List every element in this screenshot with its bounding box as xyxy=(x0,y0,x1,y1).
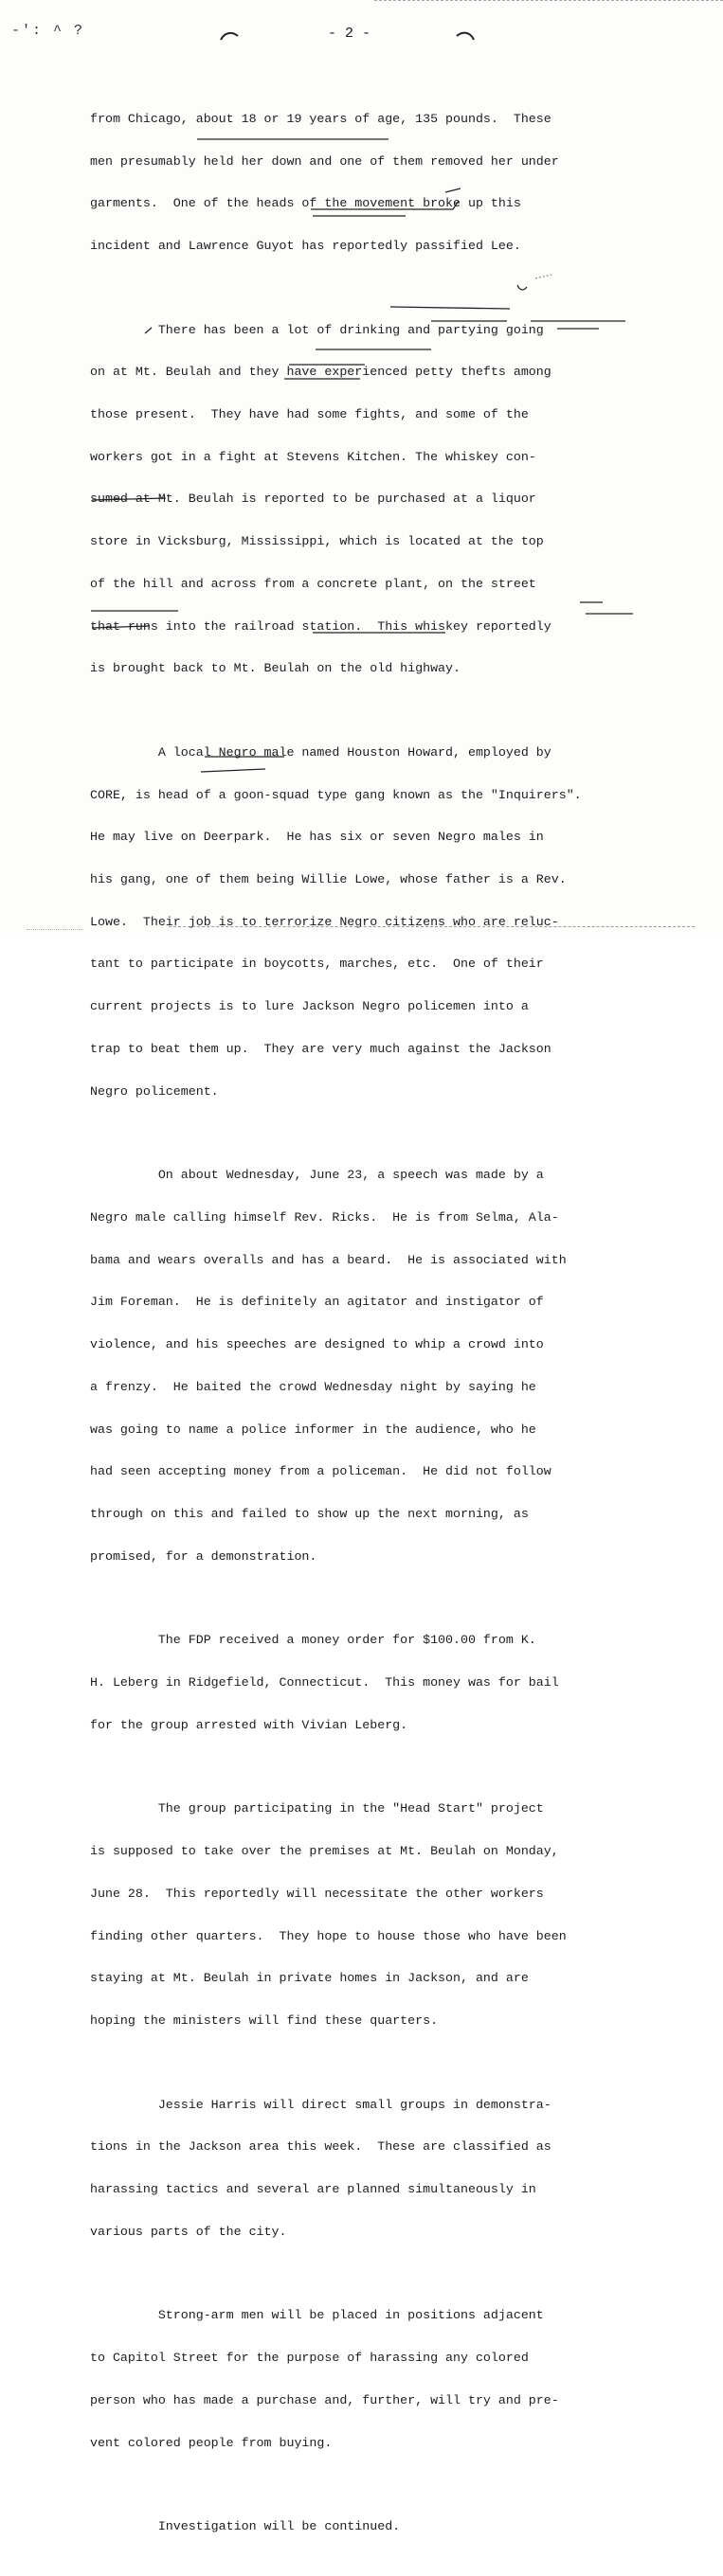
bottom-edge-rule xyxy=(169,926,695,927)
text-line: A local Negro male named Houston Howard, employed by xyxy=(90,744,551,760)
text-line: Strong-arm men will be placed in positions adjacent xyxy=(90,2308,544,2323)
text-line: for the group arrested with Vivian Leberg. xyxy=(90,1717,408,1732)
text-line: Investigation will be continued. xyxy=(90,2519,401,2534)
text-line: current projects is to lure Jackson Negro policemen into a xyxy=(90,999,529,1014)
text-line: hoping the ministers will find these quarters. xyxy=(90,2012,439,2028)
text-line: Lowe. Their job is to terrorize Negro citizens who are reluc- xyxy=(90,914,559,929)
text-line: a frenzy. He baited the crowd Wednesday night by saying he xyxy=(90,1379,536,1394)
memo-body xyxy=(90,84,640,2576)
text-line: of the hill and across from a concrete plant, on the street xyxy=(90,576,536,591)
paragraph-4 xyxy=(90,1140,640,1592)
paragraph-9 xyxy=(90,2492,640,2563)
text-line: is brought back to Mt. Beulah on the old highway. xyxy=(90,661,461,676)
text-line: was going to name a police informer in the audience, who he xyxy=(90,1422,536,1437)
text-line: from Chicago, about 18 or 19 years of age, 135 pounds. These xyxy=(90,111,551,126)
text-line: those present. They have had some fights, and some of the xyxy=(90,407,529,422)
text-line: On about Wednesday, June 23, a speech was made by a xyxy=(90,1168,544,1183)
paragraph-8 xyxy=(90,2281,640,2479)
text-line: that runs into the railroad station. This whiskey reportedly xyxy=(90,618,551,634)
text-line: The group participating in the "Head Start" project xyxy=(90,1801,544,1816)
paragraph-7 xyxy=(90,2070,640,2268)
text-line: tant to participate in boycotts, marches, etc. One of their xyxy=(90,957,544,972)
text-line: Negro male calling himself Rev. Ricks. He is from Selma, Ala- xyxy=(90,1209,559,1225)
text-line: He may live on Deerpark. He has six or seven Negro males in xyxy=(90,830,544,845)
text-line: violence, and his speeches are designed to whip a crowd into xyxy=(90,1337,544,1352)
corner-stamp-marks: -': ^ ? xyxy=(11,23,85,39)
text-line: had seen accepting money from a policeman. He did not follow xyxy=(90,1464,551,1479)
text-line: person who has made a purchase and, further, will try and pre- xyxy=(90,2392,559,2407)
page-number: - 2 - xyxy=(328,26,371,42)
text-line: is supposed to take over the premises at Mt. Beulah on Monday, xyxy=(90,1844,559,1859)
text-line: staying at Mt. Beulah in private homes in Jackson, and are xyxy=(90,1971,529,1986)
left-hole-punch-mark xyxy=(219,30,240,42)
text-line: garments. One of the heads of the movement broke up this xyxy=(90,196,521,211)
text-line: his gang, one of them being Willie Lowe, whose father is a Rev. xyxy=(90,872,567,887)
paragraph-3 xyxy=(90,718,640,1127)
text-line: There has been a lot of drinking and partying going xyxy=(90,322,544,337)
text-line: workers got in a fight at Stevens Kitchen. The whiskey con- xyxy=(90,449,536,464)
text-line: promised, for a demonstration. xyxy=(90,1548,317,1564)
paragraph-1 xyxy=(90,84,640,282)
paragraph-6 xyxy=(90,1775,640,2057)
text-line: The FDP received a money order for $100.00 from K. xyxy=(90,1633,536,1648)
text-line: bama and wears overalls and has a beard. He is associated with xyxy=(90,1252,567,1267)
text-line: vent colored people from buying. xyxy=(90,2435,333,2450)
top-edge-rule xyxy=(374,0,723,1)
paragraph-2 xyxy=(90,295,640,705)
text-line: to Capitol Street for the purpose of harassing any colored xyxy=(90,2351,529,2366)
text-line: H. Leberg in Ridgefield, Connecticut. This money was for bail xyxy=(90,1675,559,1690)
text-line: harassing tactics and several are planned simultaneously in xyxy=(90,2182,536,2197)
text-line: through on this and failed to show up the next morning, as xyxy=(90,1506,529,1521)
text-line: Negro policement. xyxy=(90,1083,219,1099)
text-line: store in Vicksburg, Mississippi, which is located at the top xyxy=(90,534,544,549)
text-line: June 28. This reportedly will necessitate the other workers xyxy=(90,1886,544,1901)
paragraph-5 xyxy=(90,1606,640,1762)
text-line: men presumably held her down and one of them removed her under xyxy=(90,153,559,169)
bottom-edge-dots xyxy=(27,929,83,930)
text-line: finding other quarters. They hope to house those who have been xyxy=(90,1928,567,1943)
text-line: various parts of the city. xyxy=(90,2224,287,2239)
right-hole-punch-mark xyxy=(455,30,476,42)
text-line: tions in the Jackson area this week. These are classified as xyxy=(90,2139,551,2155)
text-line: CORE, is head of a goon-squad type gang known as the "Inquirers". xyxy=(90,787,582,802)
text-line: sumed at Mt. Beulah is reported to be purchased at a liquor xyxy=(90,492,536,507)
text-line: on at Mt. Beulah and they have experienced petty thefts among xyxy=(90,365,551,380)
text-line: Jessie Harris will direct small groups in demonstra- xyxy=(90,2097,551,2112)
text-line: trap to beat them up. They are very much against the Jackson xyxy=(90,1041,551,1056)
text-line: incident and Lawrence Guyot has reportedly passified Lee. xyxy=(90,238,521,253)
text-line: Jim Foreman. He is definitely an agitator and instigator of xyxy=(90,1295,544,1310)
